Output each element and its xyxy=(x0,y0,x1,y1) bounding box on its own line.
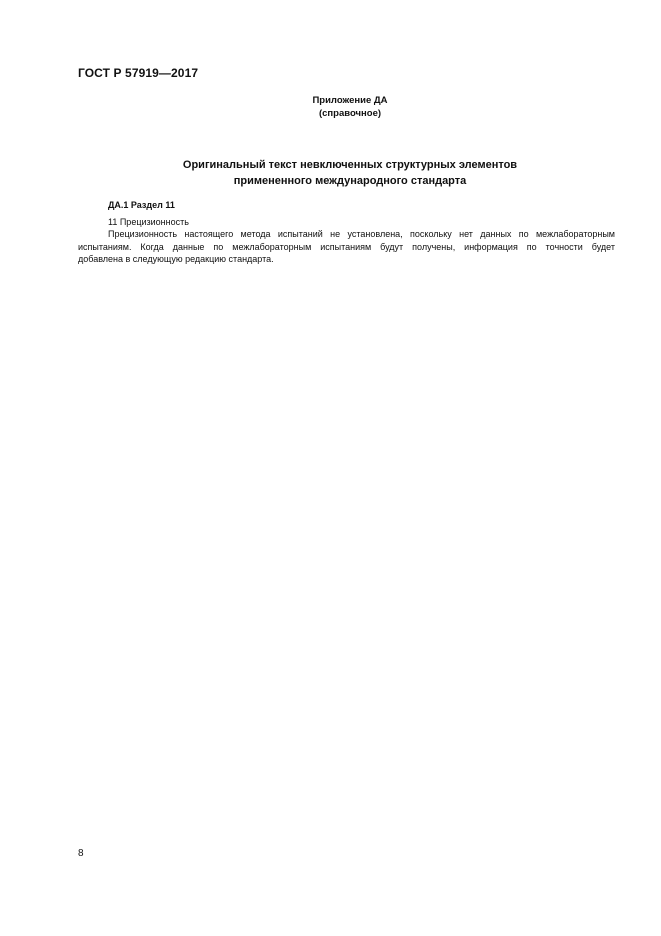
clause-title: 11 Прецизионность xyxy=(108,217,189,227)
body-line-2: испытаниям. Когда данные по межлабораторным испытаниям будут получены, информация по точности будет xyxy=(78,241,615,252)
body-paragraph xyxy=(78,228,615,266)
page-number: 8 xyxy=(78,848,84,859)
page-title-line-2: примененного международного стандарта xyxy=(233,175,467,187)
annex-status: (справочное) xyxy=(318,108,382,119)
page-title xyxy=(120,157,580,189)
body-line-3: добавлена в следующую редакцию стандарта. xyxy=(78,254,274,264)
document-header: ГОСТ Р 57919—2017 xyxy=(78,66,199,80)
annex-label: Приложение ДА xyxy=(312,95,388,106)
body-line-1: Прецизионность настоящего метода испытаний не установлена, поскольку нет данных по межлабораторным xyxy=(108,229,615,239)
annex-heading xyxy=(200,94,500,120)
section-heading: ДА.1 Раздел 11 xyxy=(108,200,175,210)
page-title-line-1: Оригинальный текст невключенных структурных элементов xyxy=(182,159,518,171)
